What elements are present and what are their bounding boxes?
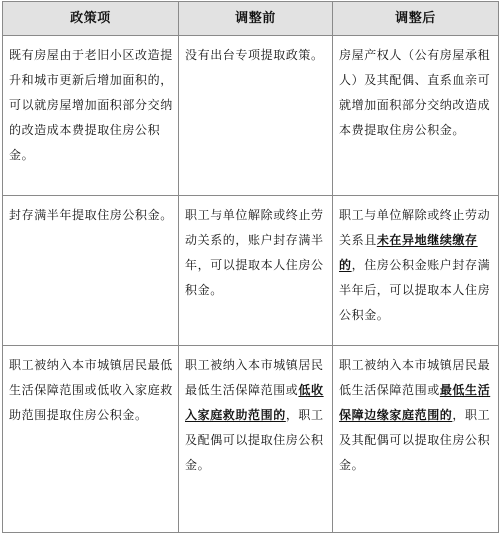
after-text: 职工被纳入本市城镇居民最低生活保障范围或 (339, 358, 491, 397)
before-cell (179, 36, 333, 196)
before-cell (179, 346, 333, 533)
policy-item-cell (3, 196, 179, 346)
after-text: ，住房公积金账户封存满半年后，可以提取本人住房公积金。 (339, 258, 491, 322)
header-before-adjustment: 调整前 (179, 2, 333, 36)
before-cell (179, 196, 333, 346)
after-cell (333, 36, 499, 196)
policy-item-cell (3, 36, 179, 196)
before-text: 职工与单位解除或终止劳动关系的，账户封存满半年，可以提取本人住房公积金。 (185, 208, 324, 297)
policy-comparison-table (2, 1, 499, 533)
table-row (3, 346, 499, 533)
policy-item-cell (3, 346, 179, 533)
table-header-row (3, 2, 499, 36)
after-changed-text: 未在异地继续缴存的 (339, 233, 478, 272)
after-text: 职工与单位解除或终止劳动关系且 (339, 208, 491, 247)
policy-item-text: 既有房屋由于老旧小区改造提升和城市更新后增加面积的，可以就房屋增加面积部分交纳的改造成本费提取住房公积金。 (9, 48, 173, 162)
before-text: ，职工及配偶可以提取住房公积金。 (185, 408, 324, 472)
after-changed-text: 最低生活保障边缘家庭范围的 (339, 383, 491, 422)
before-text: 职工被纳入本市城镇居民最低生活保障范围或 (185, 358, 324, 397)
before-changed-text: 低收入家庭救助范围的 (185, 383, 324, 422)
before-text: 没有出台专项提取政策。 (185, 48, 324, 62)
after-cell (333, 196, 499, 346)
after-cell (333, 346, 499, 533)
after-text: 房屋产权人（公有房屋承租人）及其配偶、直系血亲可就增加面积部分交纳改造成本费提取住房公积金。 (339, 48, 491, 137)
table-row (3, 36, 499, 196)
header-policy-item: 政策项 (3, 2, 179, 36)
header-after-adjustment: 调整后 (333, 2, 499, 36)
table-row (3, 196, 499, 346)
after-text: ，职工及其配偶可以提取住房公积金。 (339, 408, 491, 472)
policy-item-text: 封存满半年提取住房公积金。 (9, 208, 173, 222)
policy-item-text: 职工被纳入本市城镇居民最低生活保障范围或低收入家庭救助范围提取住房公积金。 (9, 358, 173, 422)
